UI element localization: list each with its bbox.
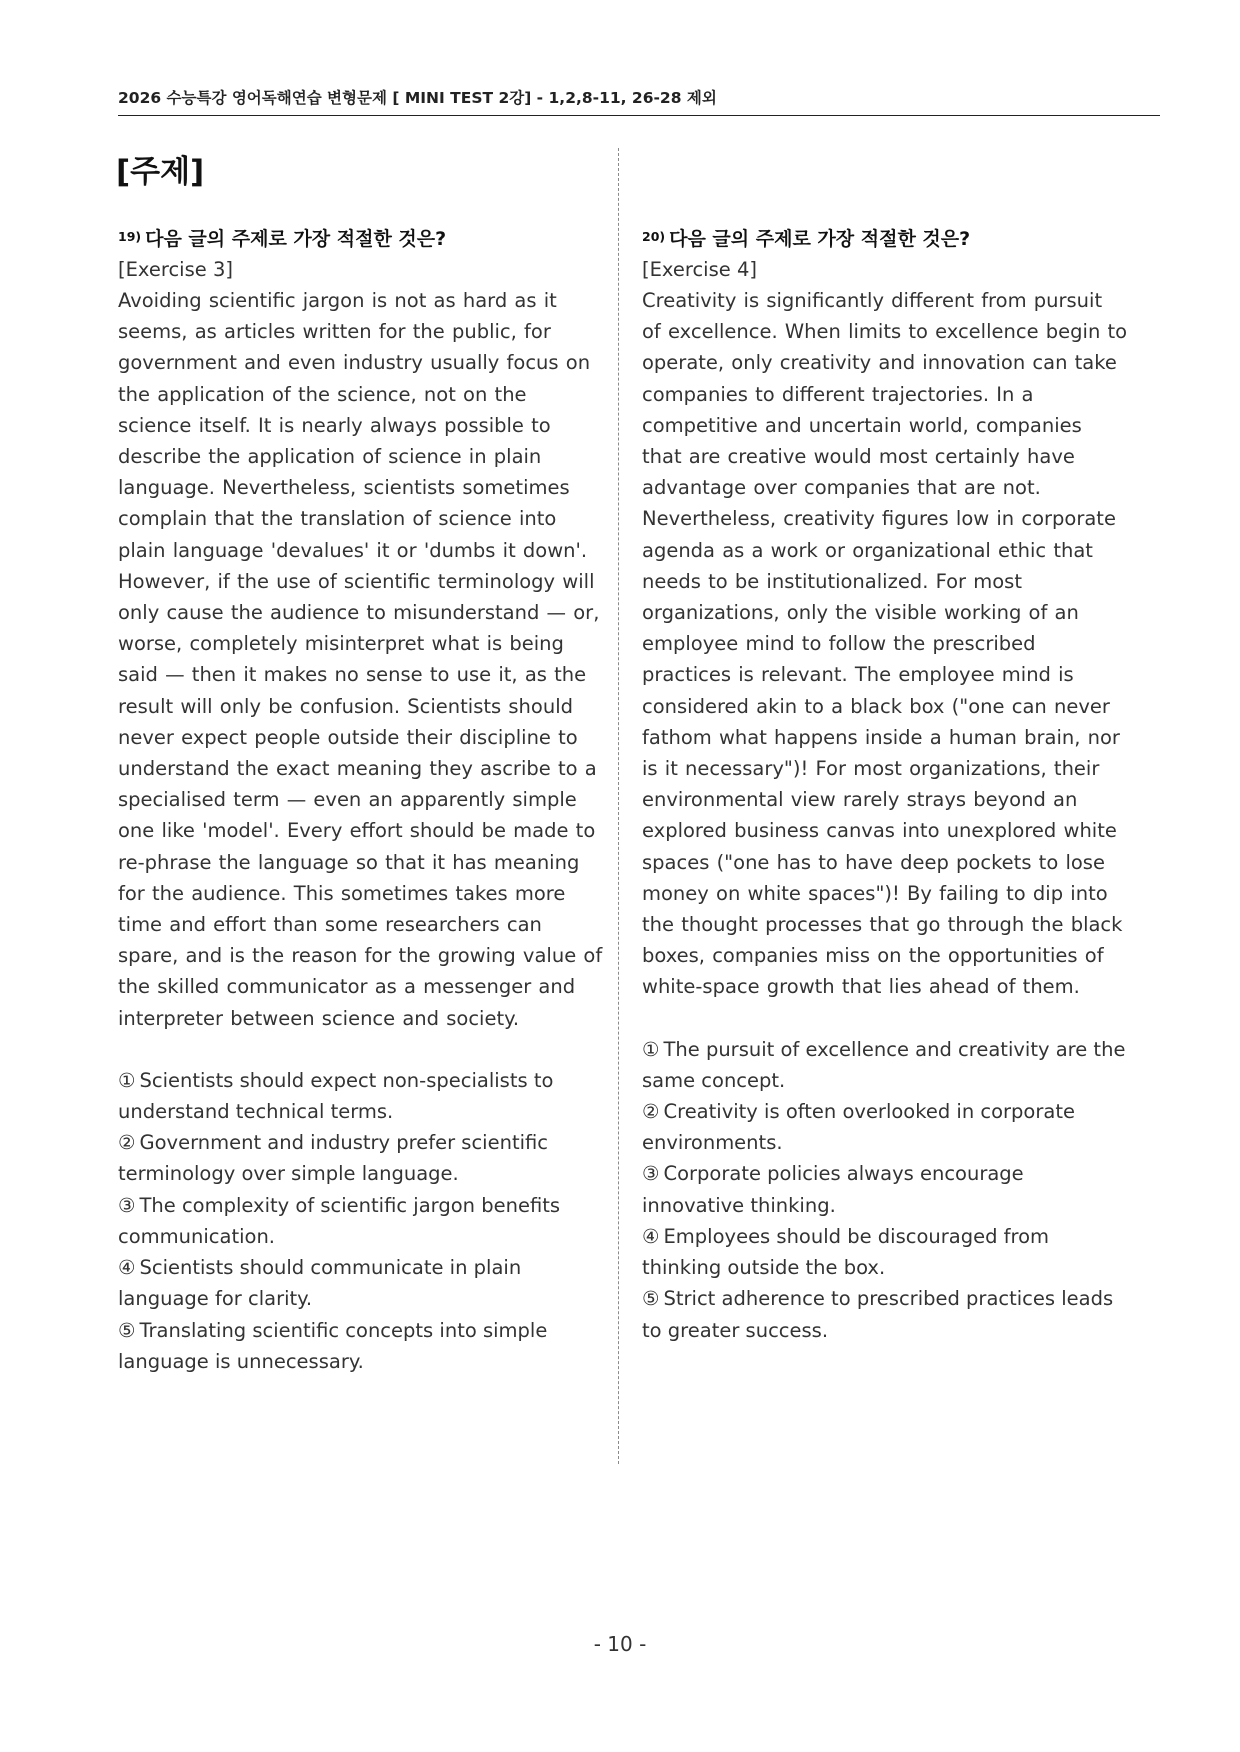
section-title: [주제] bbox=[116, 154, 205, 190]
exercise-label: [Exercise 4] bbox=[642, 258, 757, 281]
choice-number: ① bbox=[118, 1068, 136, 1092]
choice-text: Employees should be discouraged from thinking outside the box. bbox=[642, 1224, 1050, 1280]
choice-number: ② bbox=[118, 1131, 136, 1155]
question-title bbox=[642, 224, 1128, 254]
choice-text: Translating scientific concepts into simple language is unnecessary. bbox=[118, 1318, 548, 1373]
question-prompt: 다음 글의 주제로 가장 적절한 것은? bbox=[669, 228, 971, 250]
question-number: 20) bbox=[642, 229, 666, 244]
choice-text: Strict adherence to prescribed practices leads to greater success. bbox=[642, 1287, 1114, 1342]
choice-text: Scientists should communicate in plain language for clarity. bbox=[118, 1256, 522, 1311]
choice-2[interactable] bbox=[118, 1127, 604, 1189]
choice-5[interactable] bbox=[642, 1283, 1128, 1345]
choice-3[interactable] bbox=[642, 1158, 1128, 1220]
choice-number: ③ bbox=[642, 1162, 660, 1186]
spacer bbox=[642, 1003, 1128, 1034]
choice-text: Creativity is often overlooked in corporate environments. bbox=[642, 1100, 1075, 1155]
exercise-label: [Exercise 3] bbox=[118, 258, 233, 281]
question-19 bbox=[118, 224, 604, 1377]
choice-3[interactable] bbox=[118, 1190, 604, 1252]
column-divider bbox=[618, 148, 619, 1464]
choice-number: ② bbox=[642, 1100, 660, 1124]
choice-5[interactable] bbox=[118, 1315, 604, 1377]
question-prompt: 다음 글의 주제로 가장 적절한 것은? bbox=[145, 228, 447, 250]
choice-4[interactable] bbox=[118, 1252, 604, 1314]
choice-number: ⑤ bbox=[642, 1287, 660, 1311]
choice-number: ④ bbox=[118, 1256, 136, 1280]
answer-choices bbox=[642, 1034, 1128, 1346]
choice-text: Scientists should expect non-specialists to understand technical terms. bbox=[118, 1068, 554, 1124]
choice-text: The complexity of scientific jargon benefits communication. bbox=[118, 1193, 561, 1248]
choice-number: ① bbox=[642, 1037, 660, 1061]
spacer bbox=[118, 1034, 604, 1065]
choice-1[interactable] bbox=[118, 1065, 604, 1127]
choice-text: Government and industry prefer scientific terminology over simple language. bbox=[118, 1131, 549, 1186]
choice-text: The pursuit of excellence and creativity are the same concept. bbox=[642, 1037, 1126, 1092]
answer-choices bbox=[118, 1065, 604, 1377]
passage: Creativity is significantly different from pursuit of excellence. When limits to excellence begin to operate, only creativity and innovation can take companies to different trajectories. In a competitive and uncertain world, companies that are creative would most certainly have advantage over companies that are not. Nevertheless, creativity figures low in corporate agenda as a work or organizational ethic that needs to be institutionalized. For most organizations, only the visible working of an employee mind to follow the prescribed practices is relevant. The employee mind is considered akin to a black box ("one can never fathom what happens inside a human brain, nor is it necessary")! For most organizations, their environmental view rarely strays beyond an explored business canvas into unexplored white spaces ("one has to have deep pockets to lose money on white spaces")! By failing to dip into the thought processes that go through the black boxes, companies miss on the opportunities of white-space growth that lies ahead of them. bbox=[642, 289, 1128, 999]
passage: Avoiding scientific jargon is not as hard as it seems, as articles written for the public, for government and even industry usually focus on the application of the science, not on the science itself. It is nearly always possible to describe the application of science in plain language. Nevertheless, scientists sometimes complain that the translation of science into plain language 'devalues' it or 'dumbs it down'. However, if the use of scientific terminology will only cause the audience to misunderstand — or, worse, completely misinterpret what is being said — then it makes no sense to use it, as the result will only be confusion. Scientists should never expect people outside their discipline to understand the exact meaning they ascribe to a specialised term — even an apparently simple one like 'model'. Every effort should be made to re-phrase the language so that it has meaning for the audience. This sometimes takes more time and effort than some researchers can spare, and is the reason for the growing value of the skilled communicator as a messenger and interpreter between science and society. bbox=[118, 289, 603, 1030]
choice-2[interactable] bbox=[642, 1096, 1128, 1158]
choice-number: ④ bbox=[642, 1224, 660, 1248]
choice-1[interactable] bbox=[642, 1034, 1128, 1096]
question-20 bbox=[642, 224, 1128, 1346]
choice-number: ③ bbox=[118, 1193, 136, 1217]
question-title bbox=[118, 224, 604, 254]
choice-number: ⑤ bbox=[118, 1318, 136, 1342]
page-number: - 10 - bbox=[593, 1632, 647, 1656]
choice-text: Corporate policies always encourage innovative thinking. bbox=[642, 1162, 1024, 1217]
question-number: 19) bbox=[118, 229, 142, 244]
choice-4[interactable] bbox=[642, 1221, 1128, 1283]
page-header: 2026 수능특강 영어독해연습 변형문제 [ MINI TEST 2강] - 1,2,8-11, 26-28 제외 bbox=[118, 84, 1160, 116]
